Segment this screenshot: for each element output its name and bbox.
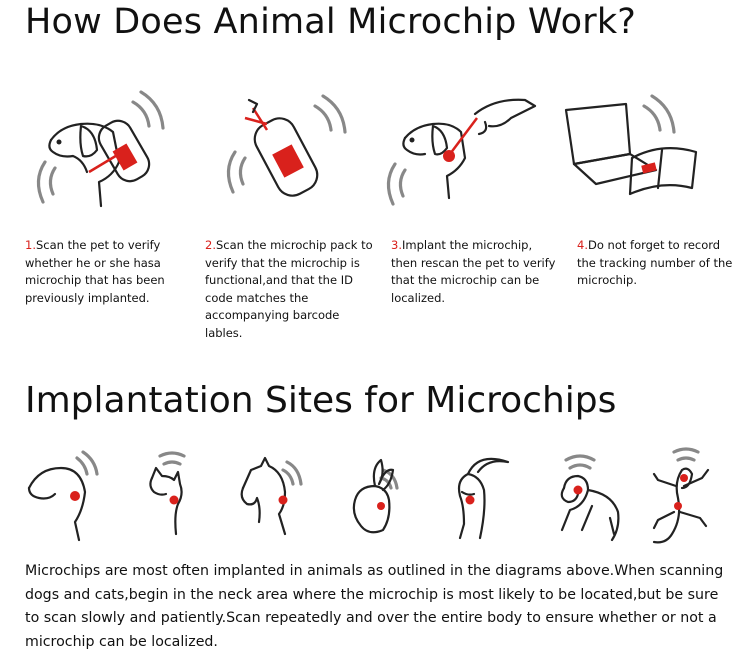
dog-scan-illustration bbox=[25, 88, 195, 238]
page-title: How Does Animal Microchip Work? bbox=[25, 2, 637, 42]
cat-icon bbox=[140, 448, 200, 543]
laptop-record-illustration bbox=[560, 88, 730, 238]
step-1-text: 1.Scan the pet to verify whether he or she hasa microchip that has been previously implanted. bbox=[25, 238, 165, 305]
section-title: Implantation Sites for Microchips bbox=[25, 380, 617, 421]
lizard-icon bbox=[650, 440, 720, 545]
step-4-text: 4.Do not forget to record the tracking number of the microchip. bbox=[577, 238, 733, 287]
goat-icon bbox=[448, 448, 513, 543]
description-paragraph: Microchips are most often implanted in animals as outlined in the diagrams above.When scanning dogs and cats,begin in the neck area where the microchip is most likely to be located,but be sure to scan slowly and patiently.Scan repeatedly and over the entire body to ensure whether or not a microchip can be localized. bbox=[25, 563, 724, 650]
horse-icon bbox=[233, 448, 308, 543]
step-3-text: 3.Implant the microchip, then rescan the pet to verify that the microchip can be localized. bbox=[391, 238, 556, 305]
rabbit-icon bbox=[345, 448, 410, 543]
dog-icon bbox=[25, 448, 105, 543]
step-2-text: 2.Scan the microchip pack to verify that the microchip is functional,and that the ID code matches the accompanying barcode lables. bbox=[205, 238, 373, 340]
implant-illustration bbox=[385, 88, 555, 238]
pack-scan-illustration bbox=[205, 88, 375, 238]
monkey-icon bbox=[548, 448, 623, 543]
